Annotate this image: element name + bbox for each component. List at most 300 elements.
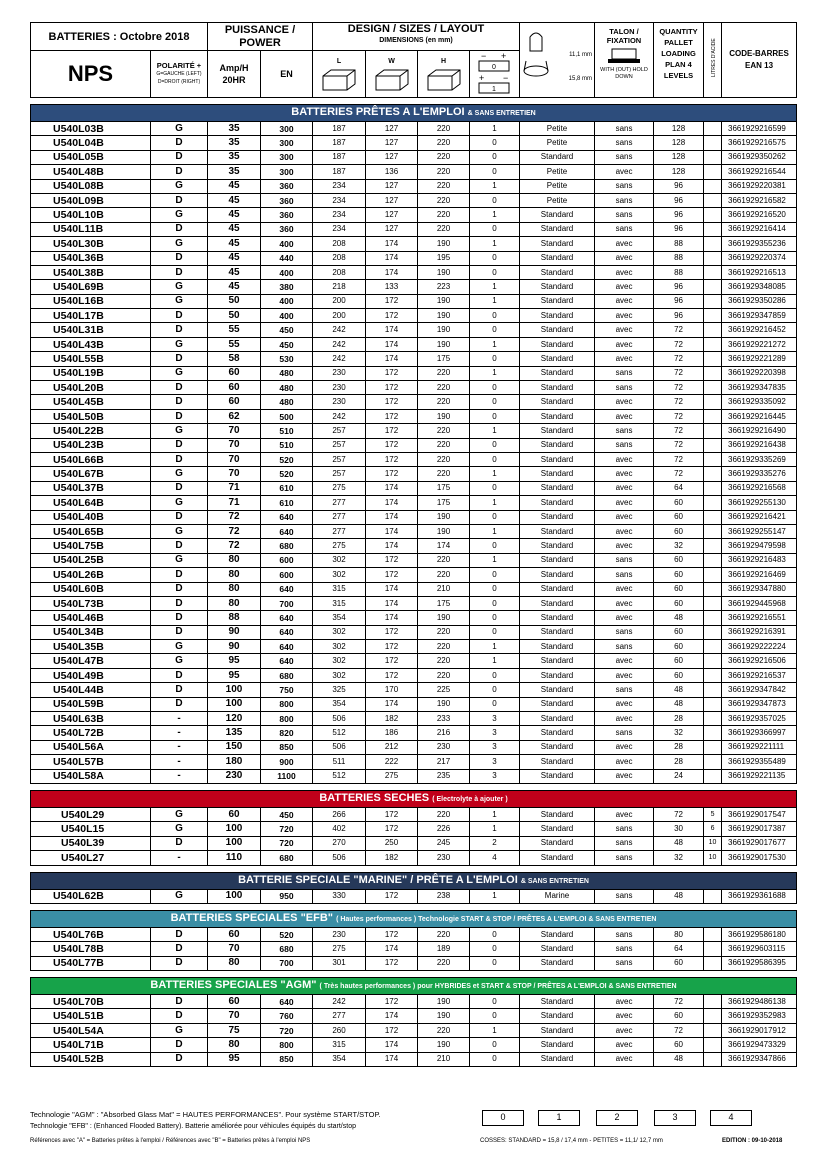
layout: 0 [470, 956, 520, 970]
acid-litres [704, 467, 722, 481]
height: 190 [418, 309, 470, 323]
height: 245 [418, 836, 470, 850]
layout: 0 [470, 625, 520, 639]
battery-ref: U540L44B [31, 683, 151, 697]
polarity: D [151, 539, 208, 553]
ean-code: 3661929361688 [722, 889, 797, 903]
layout-box: 0 [482, 1110, 524, 1126]
acid-litres [704, 381, 722, 395]
width: 172 [366, 409, 418, 423]
polarity: D [151, 452, 208, 466]
layout: 1 [470, 424, 520, 438]
capacity: 95 [208, 654, 261, 668]
acid-litres [704, 1052, 722, 1066]
ean-code: 3661929216599 [722, 122, 797, 136]
length: 260 [313, 1023, 366, 1037]
battery-ref: U540L69B [31, 280, 151, 294]
terminal: Standard [520, 712, 595, 726]
ean-code: 3661929479598 [722, 539, 797, 553]
capacity: 60 [208, 995, 261, 1009]
svg-text:−: − [480, 51, 486, 61]
hold-down: avec [595, 1009, 654, 1023]
width: 174 [366, 1052, 418, 1066]
acid-litres [704, 294, 722, 308]
height: 175 [418, 496, 470, 510]
ean-code: 3661929216483 [722, 553, 797, 567]
hold-down: sans [595, 683, 654, 697]
table-row [31, 193, 797, 207]
polarity: - [151, 851, 208, 865]
width: 174 [366, 352, 418, 366]
pallet-qty: 72 [654, 1023, 704, 1037]
polarity-header [151, 51, 208, 98]
layout: 0 [470, 438, 520, 452]
pallet-qty: 72 [654, 807, 704, 821]
ean-code: 3661929347842 [722, 683, 797, 697]
design-header [313, 23, 520, 51]
battery-ref: U540L78B [31, 942, 151, 956]
catalog-title: BATTERIES : Octobre 2018 [31, 23, 208, 51]
table-row [31, 265, 797, 279]
hold-down: sans [595, 553, 654, 567]
capacity: 75 [208, 1023, 261, 1037]
length: 506 [313, 740, 366, 754]
length: 266 [313, 807, 366, 821]
pallet-qty: 128 [654, 150, 704, 164]
width: 170 [366, 683, 418, 697]
cold-cranking: 850 [261, 1052, 313, 1066]
battery-ref: U540L17B [31, 309, 151, 323]
acid-litres [704, 323, 722, 337]
pallet-qty: 72 [654, 323, 704, 337]
efb-note: Technologie "EFB" : (Enhanced Flooded Battery). Batterie améliorée pour véhicules équipés du start/stop [30, 1123, 356, 1130]
capacity: 70 [208, 467, 261, 481]
battery-ref: U540L49B [31, 668, 151, 682]
polarity: D [151, 395, 208, 409]
capacity: 45 [208, 222, 261, 236]
cold-cranking: 400 [261, 309, 313, 323]
section-header [31, 872, 797, 889]
capacity: 80 [208, 1038, 261, 1052]
table-row [31, 640, 797, 654]
layout: 0 [470, 381, 520, 395]
cold-cranking: 300 [261, 165, 313, 179]
layout: 1 [470, 467, 520, 481]
height: 233 [418, 712, 470, 726]
ean-code: 3661929216568 [722, 481, 797, 495]
width: 174 [366, 323, 418, 337]
terminal: Standard [520, 510, 595, 524]
dimensions-label: DIMENSIONS (en mm) [379, 37, 453, 44]
width: 174 [366, 524, 418, 538]
width: 127 [366, 179, 418, 193]
hold-down: sans [595, 122, 654, 136]
ean-code: 3661929347866 [722, 1052, 797, 1066]
layout-box: 2 [596, 1110, 638, 1126]
acid-litres [704, 1009, 722, 1023]
table-row [31, 294, 797, 308]
table-row [31, 1009, 797, 1023]
capacity: 60 [208, 807, 261, 821]
talon-label: TALON / FIXATION [606, 27, 642, 45]
capacity: 70 [208, 1009, 261, 1023]
terminal: Standard [520, 640, 595, 654]
layout: 0 [470, 1052, 520, 1066]
length: 277 [313, 510, 366, 524]
hold-down: sans [595, 889, 654, 903]
terminal: Petite [520, 122, 595, 136]
hold-down: avec [595, 165, 654, 179]
layout: 1 [470, 807, 520, 821]
capacity: 60 [208, 395, 261, 409]
pallet-qty: 96 [654, 222, 704, 236]
terminal: Standard [520, 596, 595, 610]
acid-litres [704, 539, 722, 553]
table-row [31, 740, 797, 754]
terminal: Standard [520, 625, 595, 639]
battery-ref: U540L59B [31, 697, 151, 711]
acid-litres [704, 265, 722, 279]
table-row [31, 524, 797, 538]
width: 127 [366, 122, 418, 136]
polarity: D [151, 309, 208, 323]
hold-down: avec [595, 740, 654, 754]
table-row [31, 136, 797, 150]
polarity: D [151, 510, 208, 524]
ean-code: 3661929348085 [722, 280, 797, 294]
acid-litres: 5 [704, 807, 722, 821]
terminal: Petite [520, 136, 595, 150]
hold-down: sans [595, 836, 654, 850]
hold-down: avec [595, 539, 654, 553]
height: 210 [418, 1052, 470, 1066]
width: 172 [366, 294, 418, 308]
capacity: 45 [208, 251, 261, 265]
capacity: 90 [208, 640, 261, 654]
capacity: 135 [208, 726, 261, 740]
cold-cranking: 530 [261, 352, 313, 366]
ean-code: 3661929473329 [722, 1038, 797, 1052]
height: 226 [418, 822, 470, 836]
capacity: 90 [208, 625, 261, 639]
acid-litres [704, 309, 722, 323]
length: 200 [313, 294, 366, 308]
length-icon [319, 68, 359, 92]
layout-cell [470, 51, 520, 98]
hold-down: avec [595, 697, 654, 711]
capacity: 100 [208, 889, 261, 903]
table-row [31, 836, 797, 850]
pallet-qty: 72 [654, 366, 704, 380]
hold-down: sans [595, 625, 654, 639]
acid-litres [704, 409, 722, 423]
pallet-qty: 48 [654, 697, 704, 711]
hold-down: avec [595, 712, 654, 726]
layout: 0 [470, 927, 520, 941]
width: 222 [366, 755, 418, 769]
height: 220 [418, 625, 470, 639]
terminal: Standard [520, 381, 595, 395]
table-row [31, 280, 797, 294]
terminal: Standard [520, 807, 595, 821]
width: 275 [366, 769, 418, 783]
terminal: Standard [520, 251, 595, 265]
pallet-qty: 32 [654, 851, 704, 865]
battery-ref: U540L71B [31, 1038, 151, 1052]
battery-ref: U540L43B [31, 337, 151, 351]
height: 190 [418, 1038, 470, 1052]
battery-ref: U540L26B [31, 568, 151, 582]
terminal: Standard [520, 208, 595, 222]
width: 172 [366, 625, 418, 639]
cold-cranking: 950 [261, 889, 313, 903]
layout: 1 [470, 553, 520, 567]
length: 302 [313, 625, 366, 639]
ean-code: 3661929216575 [722, 136, 797, 150]
length: 187 [313, 165, 366, 179]
battery-ref: U540L36B [31, 251, 151, 265]
table-row [31, 510, 797, 524]
polarity: D [151, 150, 208, 164]
polarity: G [151, 553, 208, 567]
layout-bottom-label: 1 [491, 86, 496, 93]
table-row [31, 712, 797, 726]
terminal: Standard [520, 654, 595, 668]
section-subtitle: ( Hautes performances ) Technologie START & STOP / PRÊTES A L'EMPLOI & SANS ENTRETIEN [336, 915, 657, 923]
height: 238 [418, 889, 470, 903]
ean-code: 3661929216438 [722, 438, 797, 452]
capacity: 95 [208, 1052, 261, 1066]
cold-cranking: 360 [261, 193, 313, 207]
battery-ref: U540L56A [31, 740, 151, 754]
length: 187 [313, 136, 366, 150]
acid-litres [704, 956, 722, 970]
battery-ref: U540L04B [31, 136, 151, 150]
length: 302 [313, 553, 366, 567]
width: 127 [366, 150, 418, 164]
terminal: Standard [520, 352, 595, 366]
layout: 1 [470, 208, 520, 222]
layout: 0 [470, 683, 520, 697]
width: 172 [366, 995, 418, 1009]
layout: 0 [470, 395, 520, 409]
width: 172 [366, 424, 418, 438]
length: 512 [313, 726, 366, 740]
length: 208 [313, 265, 366, 279]
layout-box: 4 [710, 1110, 752, 1126]
table-row [31, 251, 797, 265]
ean-code: 3661929347859 [722, 309, 797, 323]
pallet-qty: 64 [654, 942, 704, 956]
acid-litres [704, 438, 722, 452]
layout: 3 [470, 726, 520, 740]
battery-catalog [30, 22, 796, 1067]
battery-ref: U540L45B [31, 395, 151, 409]
length: 302 [313, 654, 366, 668]
height: 220 [418, 668, 470, 682]
acid-litres [704, 625, 722, 639]
polarity: D [151, 995, 208, 1009]
cold-cranking: 480 [261, 395, 313, 409]
table-row [31, 596, 797, 610]
table-row [31, 165, 797, 179]
hold-down: avec [595, 769, 654, 783]
pallet-qty: 128 [654, 122, 704, 136]
power-header: PUISSANCE / POWER [208, 23, 313, 51]
terminal: Petite [520, 193, 595, 207]
pallet-qty: 80 [654, 927, 704, 941]
ean-code: 3661929017912 [722, 1023, 797, 1037]
height: 220 [418, 807, 470, 821]
battery-ref: U540L31B [31, 323, 151, 337]
length: 315 [313, 596, 366, 610]
length: 506 [313, 712, 366, 726]
battery-ref: U540L70B [31, 995, 151, 1009]
capacity: 55 [208, 337, 261, 351]
pallet-qty: 60 [654, 582, 704, 596]
pallet-qty: 128 [654, 136, 704, 150]
hold-down: avec [595, 265, 654, 279]
table-row [31, 122, 797, 136]
cold-cranking: 640 [261, 625, 313, 639]
length: 234 [313, 222, 366, 236]
layout: 0 [470, 582, 520, 596]
layout: 0 [470, 596, 520, 610]
acid-litres [704, 611, 722, 625]
pallet-qty: 28 [654, 740, 704, 754]
polarity: G [151, 807, 208, 821]
width: 174 [366, 582, 418, 596]
ean-code: 3661929216490 [722, 424, 797, 438]
polarity: D [151, 942, 208, 956]
polarity: - [151, 712, 208, 726]
terminal: Petite [520, 165, 595, 179]
terminal: Standard [520, 611, 595, 625]
capacity: 45 [208, 237, 261, 251]
layout-box: 1 [538, 1110, 580, 1126]
cold-cranking: 640 [261, 640, 313, 654]
acid-label: LITRES D'ACIDE [711, 38, 718, 77]
ean-code: 3661929220381 [722, 179, 797, 193]
hold-down: avec [595, 510, 654, 524]
layout: 0 [470, 1038, 520, 1052]
pallet-qty: 72 [654, 467, 704, 481]
cold-cranking: 610 [261, 496, 313, 510]
capacity: 58 [208, 352, 261, 366]
hold-down: sans [595, 222, 654, 236]
cold-cranking: 640 [261, 654, 313, 668]
hold-down: avec [595, 337, 654, 351]
width: 172 [366, 956, 418, 970]
width: 133 [366, 280, 418, 294]
height: 190 [418, 697, 470, 711]
capacity: 80 [208, 582, 261, 596]
terminal: Standard [520, 337, 595, 351]
acid-litres [704, 251, 722, 265]
terminal: Standard [520, 1052, 595, 1066]
height: 220 [418, 927, 470, 941]
length: 187 [313, 122, 366, 136]
width-icon-label: W [388, 58, 395, 65]
ean-code: 3661929017677 [722, 836, 797, 850]
layout: 0 [470, 568, 520, 582]
capacity: 35 [208, 122, 261, 136]
capacity: 45 [208, 280, 261, 294]
hold-down: sans [595, 822, 654, 836]
hold-down: avec [595, 294, 654, 308]
pallet-qty: 32 [654, 726, 704, 740]
capacity: 60 [208, 366, 261, 380]
hold-down: sans [595, 381, 654, 395]
width: 127 [366, 208, 418, 222]
battery-ref: U540L67B [31, 467, 151, 481]
table-row [31, 995, 797, 1009]
terminal: Standard [520, 822, 595, 836]
width: 172 [366, 395, 418, 409]
capacity: 71 [208, 481, 261, 495]
height: 190 [418, 1009, 470, 1023]
polarity: D [151, 265, 208, 279]
terminal: Standard [520, 280, 595, 294]
hold-down: avec [595, 395, 654, 409]
cold-cranking: 700 [261, 956, 313, 970]
hold-down: sans [595, 193, 654, 207]
battery-ref: U540L57B [31, 755, 151, 769]
polarity: G [151, 524, 208, 538]
hold-down: sans [595, 438, 654, 452]
pallet-qty: 60 [654, 568, 704, 582]
table-row [31, 179, 797, 193]
length: 275 [313, 539, 366, 553]
height: 190 [418, 524, 470, 538]
table-row [31, 851, 797, 865]
battery-ref: U540L52B [31, 1052, 151, 1066]
battery-ref: U540L54A [31, 1023, 151, 1037]
polarity: D [151, 836, 208, 850]
table-row [31, 150, 797, 164]
cold-cranking: 450 [261, 337, 313, 351]
hold-down: avec [595, 481, 654, 495]
length: 506 [313, 851, 366, 865]
polarity: D [151, 323, 208, 337]
acid-litres [704, 596, 722, 610]
capacity: 45 [208, 193, 261, 207]
height: 220 [418, 222, 470, 236]
acid-litres [704, 193, 722, 207]
capacity: 100 [208, 697, 261, 711]
capacity: 50 [208, 294, 261, 308]
cold-cranking: 440 [261, 251, 313, 265]
polarity: D [151, 582, 208, 596]
table-row [31, 755, 797, 769]
polarity: D [151, 352, 208, 366]
pallet-qty: 128 [654, 165, 704, 179]
acid-litres [704, 668, 722, 682]
hold-down: sans [595, 136, 654, 150]
width: 172 [366, 640, 418, 654]
length: 354 [313, 697, 366, 711]
layout: 0 [470, 510, 520, 524]
height: 190 [418, 510, 470, 524]
battery-ref: U540L27 [31, 851, 151, 865]
cold-cranking: 450 [261, 323, 313, 337]
battery-ref: U540L63B [31, 712, 151, 726]
capacity: 70 [208, 424, 261, 438]
pallet-qty: 72 [654, 424, 704, 438]
pallet-qty: 96 [654, 208, 704, 222]
height: 220 [418, 1023, 470, 1037]
hold-down: sans [595, 366, 654, 380]
